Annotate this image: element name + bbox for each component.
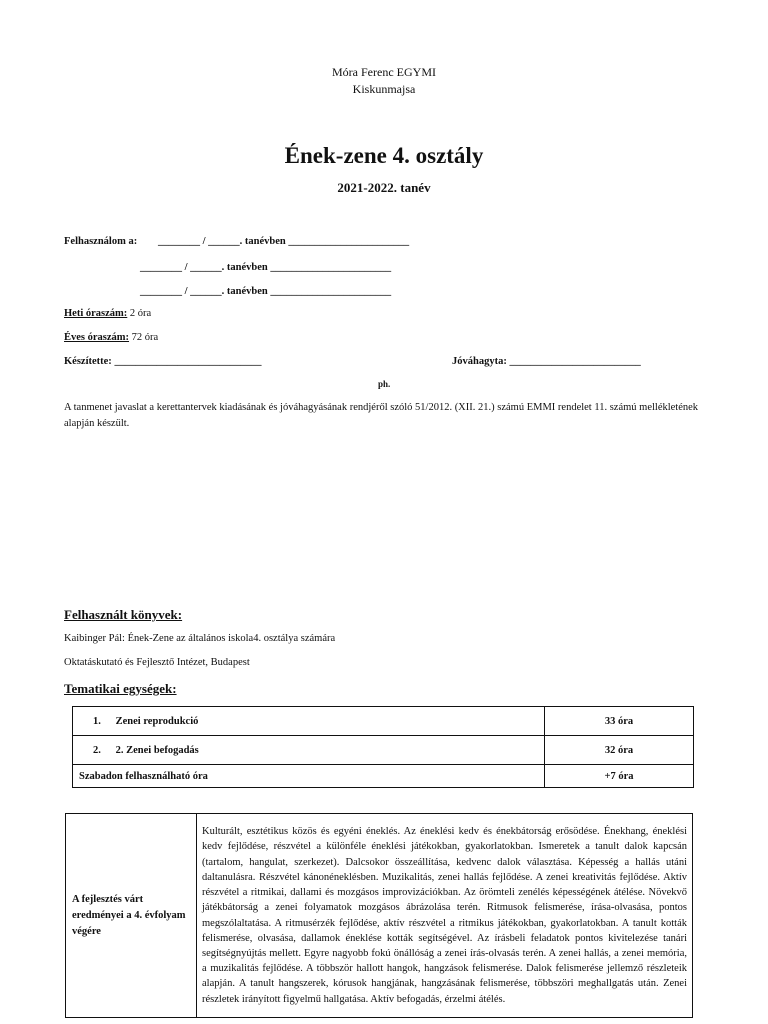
topic-hours: 33 óra bbox=[545, 707, 694, 736]
table-row bbox=[73, 707, 694, 736]
weekly-hours-value: 2 óra bbox=[129, 308, 152, 319]
topic-name: Zenei reprodukció bbox=[115, 715, 199, 727]
book-title: Kaibinger Pál: Ének-Zene az általános iskola4. osztálya számára bbox=[64, 633, 336, 644]
usage-label: Felhasználom a: bbox=[64, 236, 138, 247]
page-title: Ének-zene 4. osztály bbox=[284, 143, 484, 168]
books-heading: Felhasznált könyvek: bbox=[64, 607, 183, 622]
yearly-hours bbox=[64, 332, 158, 343]
topic-hours: +7 óra bbox=[545, 765, 694, 788]
usage-line-3: ________ / ______. tanévben _______________________ bbox=[140, 286, 392, 297]
topics-heading: Tematikai egységek: bbox=[64, 681, 177, 696]
goals-text: Kulturált, esztétikus közös és egyéni éneklés. Az éneklési kedv és énekbátorság erősödése. Énekhang, éneklési kedv fejlődése, részvétel a különféle éneklési játékokban, gyakorlatokban. Ismeretek a tanult dalok kapcsán (tartalom, hangulat, szerkezet). Dalcsokor összeállítása, kedvenc dalok választása. Képesség a hallás utáni daltanulásra. Részvétel kánonéneklésben. Muzikalitás, zenei hallás fejlődése. A zenei kreativitás fejlődése. Aktív részvétel a ritmikai, dallami és mozgásos improvizációkban. Az örömteli zenélés képességének átélése. Növekvő játékbátorság a zenei folyamatok mozgásos ábrázolása terén. Ritmusok felismerése, írása-olvasása, pontos megszólaltatása. A ritmusérzék fejlődése, aktív részvétel a ritmikus játékokban, gyakorlatokban. A tanult kották felismerése, olvasása, dallamok éneklése kották segítségével. Az írásbeli feladatok pontos kivitelezése tanári segítségnyújtás mellett. Egyre nagyobb fokú önállóság a zenei írás-olvasás terén. A zenei hallás, a zenei memória, a muzikalitás fejlődése. A többször hallott hangok, hangzások felismerése. Dalok felismerése jellemző részleteik alapján. A tanult hangszerek, kórusok hangjának, hangzásának felismerése, többszöri meghallgatás után. Zenei részletek irányított figyelmű hallgatása. Aktív befogadás, érzelmi átélés. bbox=[197, 814, 693, 1018]
topic-name: 2. Zenei befogadás bbox=[115, 744, 199, 756]
usage-line-1: ________ / ______. tanévben _______________________ bbox=[158, 236, 410, 247]
usage-line-2: ________ / ______. tanévben _______________________ bbox=[140, 262, 392, 273]
topic-cell bbox=[73, 707, 545, 736]
prepared-by-line: ____________________________ bbox=[114, 356, 262, 367]
intro-paragraph: A tanmenet javaslat a kerettantervek kiadásának és jóváhagyásának rendjéről szóló 51/2012. (XII. 21.) számú EMMI rendelet 11. számú mellékletének alapján készült. bbox=[64, 402, 699, 429]
goals-label: A fejlesztés várt eredményei a 4. évfolyam végére bbox=[66, 814, 197, 1018]
topic-name: Szabadon felhasználható óra bbox=[79, 770, 208, 782]
prepared-by-label: Készítette: bbox=[64, 356, 112, 367]
yearly-hours-value: 72 óra bbox=[131, 332, 159, 343]
topic-number: 2. bbox=[93, 744, 101, 756]
table-row bbox=[66, 814, 693, 1018]
topic-cell bbox=[73, 736, 545, 765]
topic-cell bbox=[73, 765, 545, 788]
book-publisher: Oktatáskutató és Fejlesztő Intézet, Budapest bbox=[64, 657, 250, 668]
table-row bbox=[73, 736, 694, 765]
school-town: Kiskunmajsa bbox=[352, 82, 416, 96]
approved-by-label: Jóváhagyta: bbox=[452, 356, 507, 367]
topics-table bbox=[72, 706, 694, 788]
weekly-hours bbox=[64, 308, 151, 319]
yearly-hours-label: Éves óraszám: bbox=[64, 332, 130, 343]
prepared-by bbox=[64, 356, 261, 367]
table-row bbox=[73, 765, 694, 788]
school-year: 2021-2022. tanév bbox=[337, 180, 431, 195]
school-name: Móra Ferenc EGYMI bbox=[332, 65, 436, 79]
topic-hours: 32 óra bbox=[545, 736, 694, 765]
approved-by-line: _________________________ bbox=[509, 356, 641, 367]
header-block bbox=[0, 64, 768, 98]
topic-number: 1. bbox=[93, 715, 101, 727]
approved-by bbox=[452, 356, 641, 367]
stamp-place-label: ph. bbox=[378, 379, 391, 389]
goals-table bbox=[65, 813, 693, 1018]
weekly-hours-label: Heti óraszám: bbox=[64, 308, 128, 319]
